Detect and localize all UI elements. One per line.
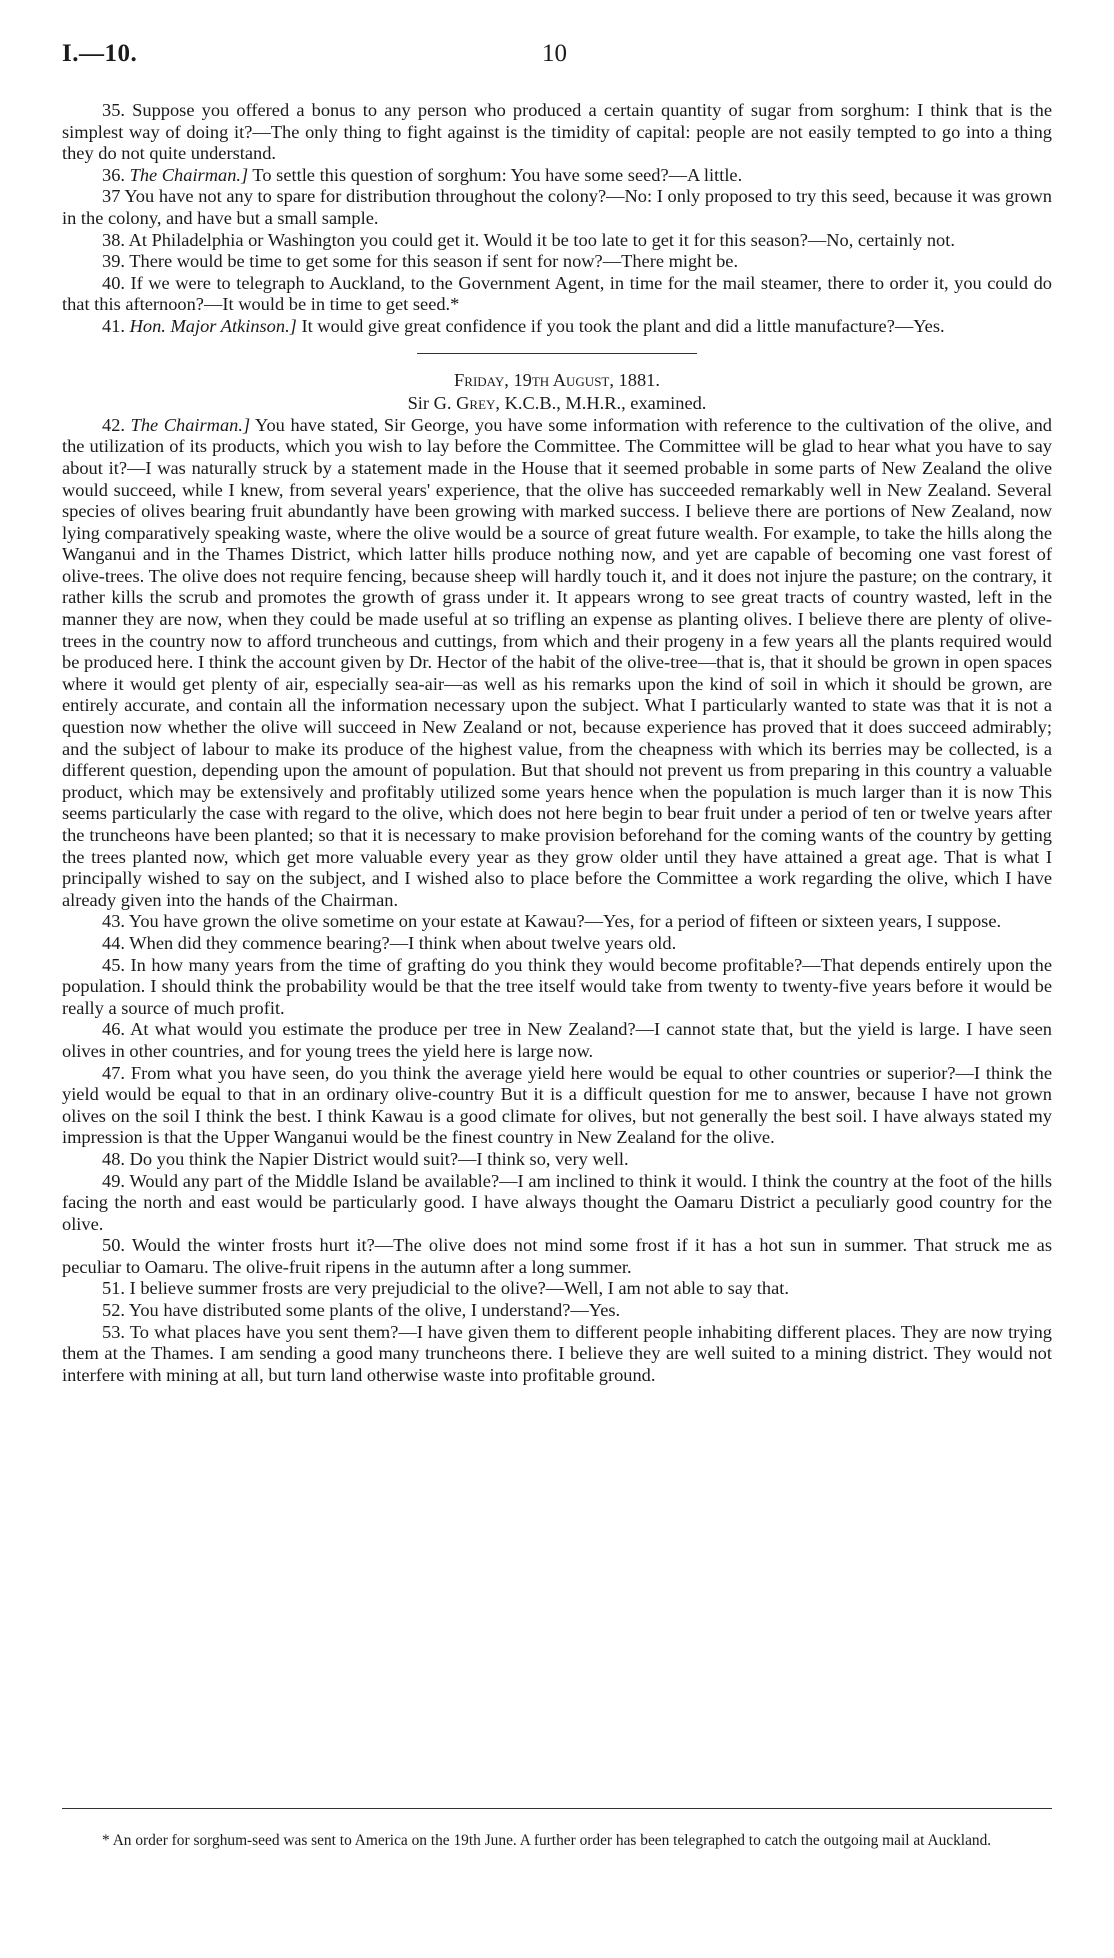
testimony-paragraph [62,273,1052,316]
question-number: 38. [102,229,125,250]
paragraph-text: Suppose you offered a bonus to any person who produced a certain quantity of sugar from sorghum: I think that is the simplest way of doing it?—The only thing to fight against is the timidity of capital: people are not easily tempted to go into a thing they do not quite understand. [62,100,1052,164]
testimony-paragraph [62,165,1052,187]
question-number: 45. [102,954,125,975]
paragraph-text: Do you think the Napier District would suit?—I think so, very well. [129,1148,629,1169]
document-reference: I.—10. [62,40,138,67]
footnote-divider [62,1808,1052,1809]
testimony-paragraph [62,251,1052,273]
question-number: 49. [102,1170,125,1191]
testimony-paragraph [62,911,1052,933]
paragraph-text: You have stated, Sir George, you have some information with reference to the cultivation of the olive, and the utilization of its products, which you wish to lay before the Committee. The Committee will be glad to hear what you have to say about it?—I was naturally struck by a statement made in the House that it seemed probable in some parts of New Zealand the olive would succeed, while I knew, from several years' experience, that the olive has succeeded remarkably well in New Zealand. Several species of olives bearing fruit abundantly have been growing with marked success. I believe there are portions of New Zealand, now lying comparatively speaking waste, where the olive would be a source of great future wealth. For example, to take the hills along the Wanganui and in the Thames District, which latter hills produce nothing now, and yet are capable of becoming one vast forest of olive-trees. The olive does not require fencing, because sheep will hardly touch it, and it does not injure the pasture; on the contrary, it rather kills the scrub and promotes the growth of grass under it. It appears wrong to see great tracts of country wasted, left in the manner they are now, when they could be made useful at so trifling an expense as planting olives. I believe there are plenty of olive-trees in the country now to afford truncheous and cuttings, from which and their progeny in a few years all the plants required would be produced here. I think the account given by Dr. Hector of the habit of the olive-tree—that is, that it should be grown in open spaces where it would get plenty of air, especially sea-air—as well as his remarks upon the kind of soil in which it should be grown, are entirely accurate, and contain all the information necessary upon the subject. What I particularly wanted to state was that it is not a question now whether the olive will succeed in New Zealand or not, because experience has proved that it does succeed admirably; and the subject of labour to make its produce of the highest value, from the cheapness with which its berries may be collected, is a different question, depending upon the amount of population. But that should not prevent us from preparing in this country a valuable product, which may be extensively and profitably utilized some years hence when the population is much larger than it is now This seems particularly the case with regard to the olive, which does not here begin to bear fruit under a period of ten or twelve years after the truncheons have been planted; so that it is necessary to make provision beforehand for the coming wants of the country by getting the trees planted now, which get more valuable every year as they grow older until they have attained a great age. That is what I principally wished to say on the subject, and I wished also to place before the Committee a work regarding the olive, which I have already given into the hands of the Chairman. [62,414,1052,910]
testimony-paragraph [62,1300,1052,1322]
question-number: 39. [102,251,125,272]
paragraph-text: You have distributed some plants of the olive, I understand?—Yes. [128,1300,621,1321]
page-number: 10 [542,40,567,67]
testimony-paragraph [62,1235,1052,1278]
testimony-paragraph [62,1019,1052,1062]
section-date: Friday, 19th August, 1881. [454,369,660,390]
testimony-paragraph [62,933,1052,955]
footnote: * An order for sorghum-seed was sent to America on the 19th June. A further order has been telegraphed to catch the outgoing mail at Auckland. [102,1832,992,1850]
testimony-paragraph [62,1171,1052,1236]
question-number: 44. [102,932,125,953]
paragraph-text: To what places have you sent them?—I have given them to different people inhabiting different places. They are now trying them at the Thames. I am sending a good many truncheons there. I believe they are well suited to a mining district. They would not interfere with mining at all, but turn land otherwise waste into profitable ground. [62,1321,1052,1385]
page-header [62,40,1052,74]
witness-suffix: , K.C.B., M.H.R., examined. [495,393,707,414]
testimony-paragraph [62,955,1052,1020]
testimony-paragraph [62,230,1052,252]
testimony-paragraph [62,1063,1052,1149]
paragraph-text: You have not any to spare for distribution throughout the colony?—No: I only proposed to try this seed, because it was grown in the colony, and have but a small sample. [62,186,1052,228]
witness-prefix: Sir G. [407,393,452,414]
testimony-paragraph [62,1149,1052,1171]
testimony-paragraph [62,100,1052,165]
question-number: 37 [102,186,121,207]
paragraph-text: In how many years from the time of grafting do you think they would become profitable?—That depends entirely upon the population. I should think the probability would be that the tree itself would take from twenty to twenty-five years before it would be really a source of much profit. [62,954,1052,1018]
paragraphs-before [62,100,1052,338]
question-number: 50. [102,1235,125,1256]
paragraph-text: To settle this question of sorghum: You have some seed?—A little. [252,164,743,185]
paragraphs-after [62,415,1052,1387]
speaker-name: The Chairman.] [129,164,249,185]
paragraph-text: At Philadelphia or Washington you could get it. Would it be too late to get it for this season?—No, certainly not. [128,229,955,250]
question-number: 36. [102,164,125,185]
paragraph-text: If we were to telegraph to Auckland, to the Government Agent, in time for the mail steamer, there to order it, you could do that this afternoon?—It would be in time to get seed.* [62,272,1052,315]
paragraph-text: You have grown the olive sometime on your estate at Kawau?—Yes, for a period of fifteen or sixteen years, I suppose. [128,911,1002,932]
section-divider [417,353,697,354]
paragraph-text: At what would you estimate the produce per tree in New Zealand?—I cannot state that, but the yield is large. I have seen olives in other countries, and for young trees the yield here is large now. [62,1019,1052,1061]
speaker-name: The Chairman.] [130,414,251,435]
question-number: 51. [102,1278,125,1299]
speaker-name: Hon. Major Atkinson.] [129,315,297,336]
question-number: 52. [102,1300,125,1321]
paragraph-text: It would give great confidence if you took the plant and did a little manufacture?—Yes. [301,315,945,336]
question-number: 40. [102,272,125,293]
question-number: 46. [102,1019,125,1040]
paragraph-text: Would any part of the Middle Island be available?—I am inclined to think it would. I think the country at the foot of the hills facing the north and east would be particularly good. I have always thought the Oamaru District a peculiarly good country for the olive. [62,1170,1052,1234]
testimony-paragraph [62,415,1052,912]
paragraph-text: From what you have seen, do you think the average yield here would be equal to other countries or superior?—I think the yield would be equal to that in an ordinary olive-country But it is a difficult question for me to answer, because I have not grown olives on the soil I think the best. I think Kawau is a good climate for olives, but not generally the best soil. I have always stated my impression is that the Upper Wanganui would be the finest country in New Zealand for the olive. [62,1062,1052,1148]
paragraph-text: Would the winter frosts hurt it?—The olive does not mind some frost if it has a hot sun in summer. That struck me as peculiar to Oamaru. The olive-fruit ripens in the autumn after a long summer. [62,1235,1052,1277]
question-number: 43. [102,911,125,932]
question-number: 47. [102,1062,125,1083]
paragraph-text: There would be time to get some for this season if sent for now?—There might be. [129,251,739,272]
document-body [62,100,1052,1386]
question-number: 48. [102,1148,125,1169]
question-number: 53. [102,1321,125,1342]
question-number: 35. [102,100,125,120]
witness-line [62,393,1052,415]
paragraph-text: I believe summer frosts are very prejudicial to the olive?—Well, I am not able to say that. [129,1278,789,1299]
question-number: 41. [102,315,125,336]
testimony-paragraph [62,316,1052,338]
testimony-paragraph [62,1322,1052,1387]
testimony-paragraph [62,186,1052,229]
witness-name: Grey [456,393,496,414]
question-number: 42. [102,414,125,435]
paragraph-text: When did they commence bearing?—I think when about twelve years old. [129,932,677,953]
testimony-paragraph [62,1278,1052,1300]
